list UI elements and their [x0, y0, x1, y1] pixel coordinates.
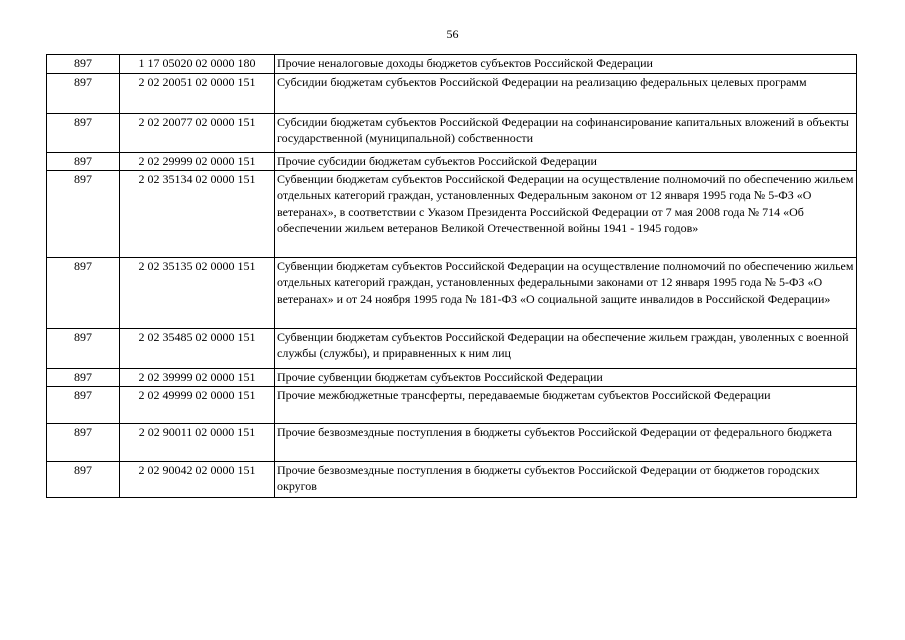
admin-code-cell: 897	[47, 462, 120, 498]
admin-code-cell: 897	[47, 369, 120, 387]
revenue-name-cell: Субсидии бюджетам субъектов Российской Федерации на реализацию федеральных целевых программ	[275, 74, 857, 114]
revenue-name-cell: Прочие неналоговые доходы бюджетов субъектов Российской Федерации	[275, 55, 857, 74]
table-row	[47, 74, 857, 114]
table-row	[47, 329, 857, 369]
revenue-name-cell: Прочие безвозмездные поступления в бюджеты субъектов Российской Федерации от федерального бюджета	[275, 424, 857, 462]
admin-code-cell: 897	[47, 424, 120, 462]
budget-code-cell: 2 02 35135 02 0000 151	[120, 258, 275, 329]
admin-code-cell: 897	[47, 387, 120, 424]
admin-code-cell: 897	[47, 74, 120, 114]
table-row	[47, 387, 857, 424]
budget-code-cell: 2 02 90042 02 0000 151	[120, 462, 275, 498]
budget-code-cell: 2 02 20077 02 0000 151	[120, 114, 275, 153]
budget-code-cell: 2 02 39999 02 0000 151	[120, 369, 275, 387]
admin-code-cell: 897	[47, 329, 120, 369]
budget-code-cell: 2 02 90011 02 0000 151	[120, 424, 275, 462]
budget-code-cell: 2 02 35134 02 0000 151	[120, 171, 275, 258]
revenue-name-cell: Субвенции бюджетам субъектов Российской Федерации на осуществление полномочий по обеспечению жильем отдельных категорий граждан, установленных федеральными законами от 12 января 1995 года № 5-ФЗ «О ветеранах» и от 24 ноября 1995 года № 181-ФЗ «О социальной защите инвалидов в Российской Федерации»	[275, 258, 857, 329]
table-row	[47, 153, 857, 171]
table-row	[47, 462, 857, 498]
page-number: 56	[446, 27, 459, 41]
revenue-name-cell: Прочие межбюджетные трансферты, передаваемые бюджетам субъектов Российской Федерации	[275, 387, 857, 424]
revenue-name-cell: Субсидии бюджетам субъектов Российской Федерации на софинансирование капитальных вложений в объекты государственной (муниципальной) собственности	[275, 114, 857, 153]
revenue-name-cell: Прочие субсидии бюджетам субъектов Российской Федерации	[275, 153, 857, 171]
admin-code-cell: 897	[47, 153, 120, 171]
admin-code-cell: 897	[47, 114, 120, 153]
budget-code-cell: 2 02 29999 02 0000 151	[120, 153, 275, 171]
revenue-name-cell: Субвенции бюджетам субъектов Российской Федерации на осуществление полномочий по обеспечению жильем отдельных категорий граждан, установленных Федеральным законом от 12 января 1995 года № 5-ФЗ «О ветеранах», в соответствии с Указом Президента Российской Федерации от 7 мая 2008 года № 714 «Об обеспечении жильем ветеранов Великой Отечественной войны 1941 - 1945 годов»	[275, 171, 857, 258]
admin-code-cell: 897	[47, 171, 120, 258]
table-row	[47, 114, 857, 153]
table-row	[47, 258, 857, 329]
table-row	[47, 171, 857, 258]
budget-code-cell: 1 17 05020 02 0000 180	[120, 55, 275, 74]
admin-code-cell: 897	[47, 55, 120, 74]
budget-classification-table	[46, 54, 857, 498]
revenue-name-cell: Прочие субвенции бюджетам субъектов Российской Федерации	[275, 369, 857, 387]
table-row	[47, 369, 857, 387]
admin-code-cell: 897	[47, 258, 120, 329]
budget-code-cell: 2 02 20051 02 0000 151	[120, 74, 275, 114]
revenue-name-cell: Прочие безвозмездные поступления в бюджеты субъектов Российской Федерации от бюджетов городских округов	[275, 462, 857, 498]
budget-code-cell: 2 02 49999 02 0000 151	[120, 387, 275, 424]
table-row	[47, 424, 857, 462]
table-row	[47, 55, 857, 74]
revenue-name-cell: Субвенции бюджетам субъектов Российской Федерации на обеспечение жильем граждан, уволенных с военной службы (службы), и приравненных к ним лиц	[275, 329, 857, 369]
budget-code-cell: 2 02 35485 02 0000 151	[120, 329, 275, 369]
